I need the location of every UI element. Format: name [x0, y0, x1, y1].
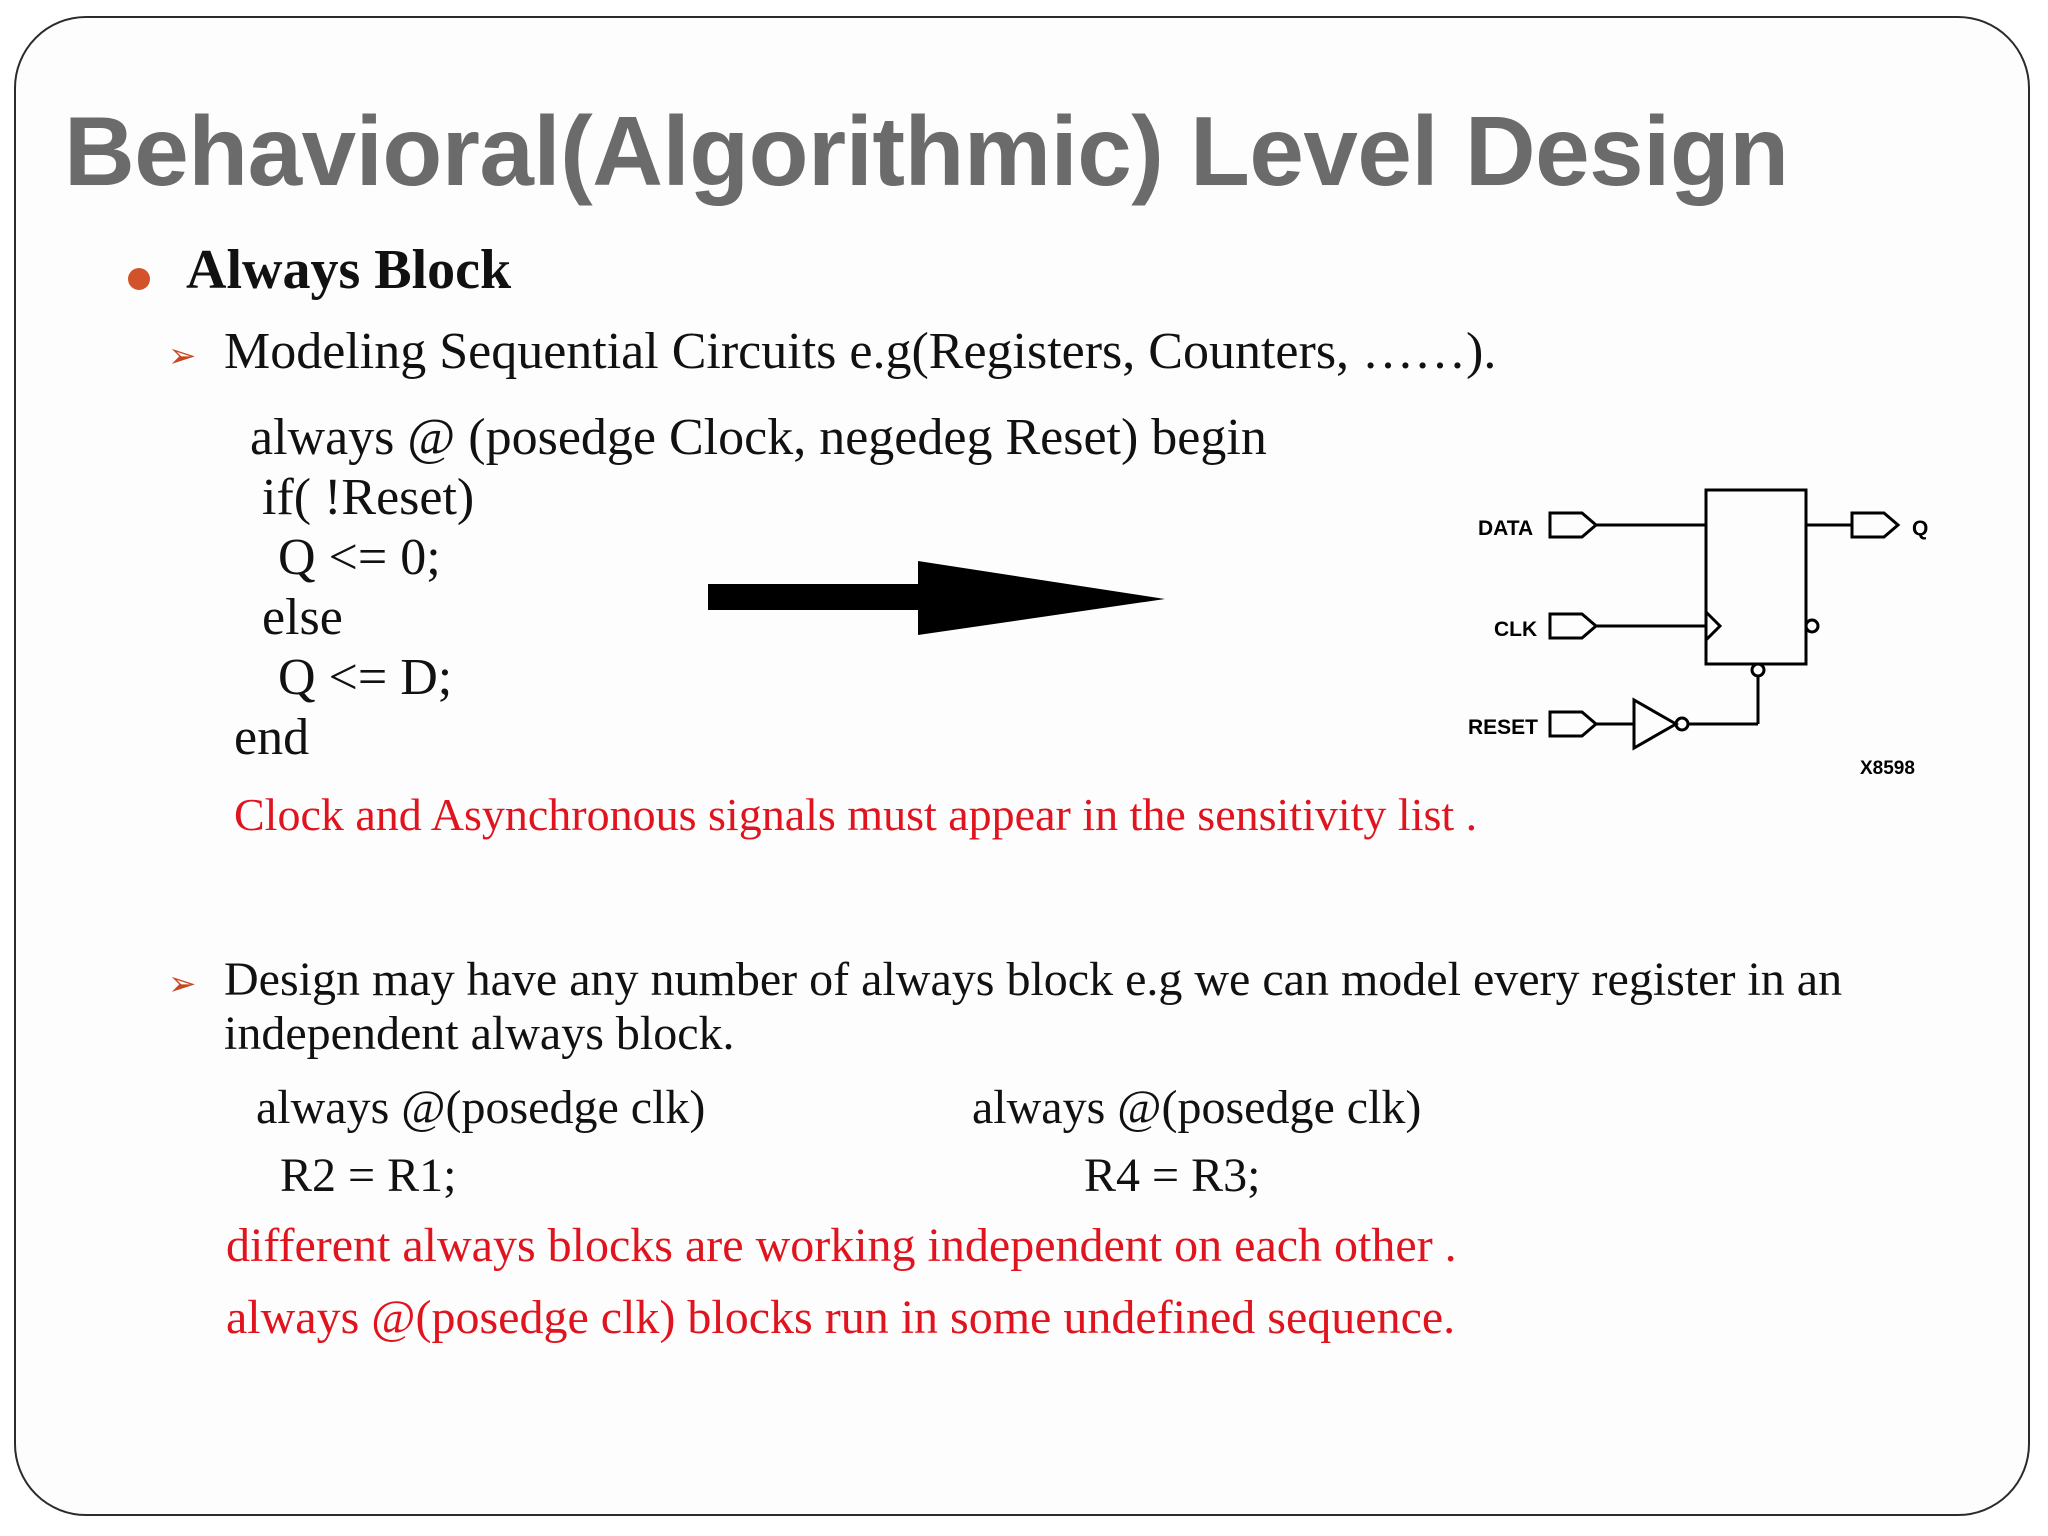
- code-line-6: end: [234, 709, 310, 766]
- arrow-bullet-icon: ➢: [168, 336, 197, 376]
- label-id: X8598: [1860, 758, 1915, 779]
- label-data: DATA: [1478, 517, 1534, 540]
- section2-text-line1: Design may have any number of always block e.g we can model every register in an: [224, 953, 1843, 1006]
- label-q: Q: [1912, 517, 1929, 540]
- flip-flop-box: [1706, 490, 1806, 664]
- code-left-line-1: always @(posedge clk): [256, 1081, 706, 1134]
- label-clk: CLK: [1494, 618, 1538, 641]
- code-right-line-2: R4 = R3;: [1084, 1149, 1261, 1202]
- q-pad: [1852, 513, 1898, 537]
- bullet-heading: Always Block: [186, 239, 512, 301]
- reset-pad: [1550, 712, 1596, 736]
- code-right-line-1: always @(posedge clk): [972, 1081, 1422, 1134]
- code-line-4: else: [262, 589, 343, 646]
- code-line-1: always @ (posedge Clock, negedeg Reset) begin: [250, 409, 1267, 466]
- big-arrow-icon: [700, 555, 1180, 645]
- section2-text-line2: independent always block.: [224, 1007, 735, 1060]
- label-reset: RESET: [1468, 716, 1539, 739]
- code-line-2: if( !Reset): [262, 469, 475, 526]
- section1-text: Modeling Sequential Circuits e.g(Registers, Counters, ……).: [224, 323, 1497, 380]
- bullet-dot-icon: [128, 268, 150, 290]
- clk-pad: [1550, 614, 1596, 638]
- flip-flop-diagram: [1450, 470, 1950, 800]
- inverter: [1634, 700, 1676, 748]
- data-pad: [1550, 513, 1596, 537]
- section2-note2: always @(posedge clk) blocks run in some undefined sequence.: [226, 1291, 1456, 1344]
- slide-title: Behavioral(Algorithmic) Level Design: [64, 96, 1789, 206]
- code-line-3: Q <= 0;: [278, 529, 441, 586]
- code-line-5: Q <= D;: [278, 649, 453, 706]
- code-left-line-2: R2 = R1;: [280, 1149, 457, 1202]
- section2-note1: different always blocks are working independent on each other .: [226, 1219, 1457, 1272]
- arrow-bullet-icon: ➢: [168, 964, 197, 1004]
- section1-note: Clock and Asynchronous signals must appear in the sensitivity list .: [234, 789, 1478, 840]
